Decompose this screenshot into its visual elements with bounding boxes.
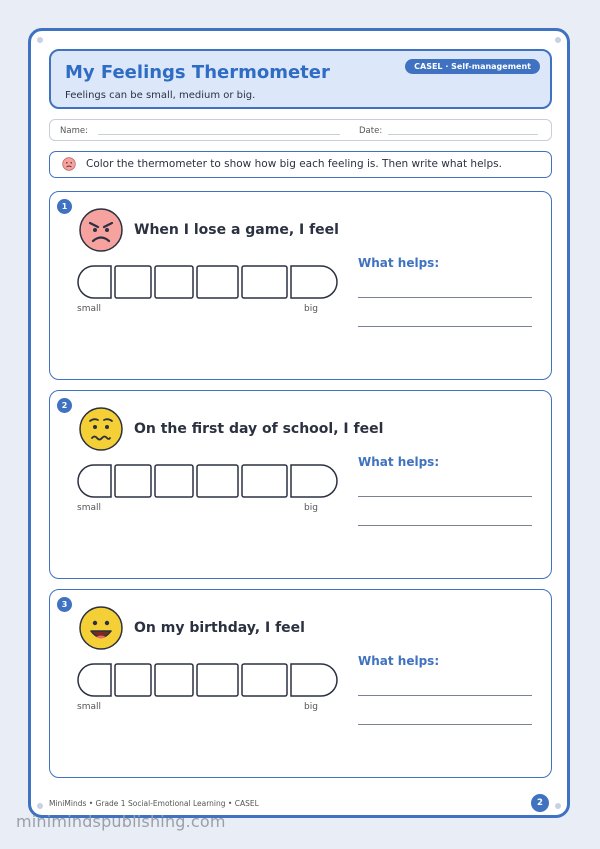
card-number: 1 bbox=[57, 199, 72, 214]
page-number: 2 bbox=[531, 794, 549, 812]
feeling-prompt: On my birthday, I feel bbox=[134, 620, 305, 636]
feeling-card-3 bbox=[49, 589, 552, 778]
what-helps-label: What helps: bbox=[358, 654, 440, 668]
write-line[interactable] bbox=[358, 297, 532, 298]
name-date-bar bbox=[49, 119, 552, 141]
name-label: Name: bbox=[60, 126, 88, 136]
card-number: 2 bbox=[57, 398, 72, 413]
scale-low-label: small bbox=[77, 702, 101, 712]
angry-face-icon bbox=[79, 208, 123, 252]
scale-low-label: small bbox=[77, 503, 101, 513]
write-line[interactable] bbox=[358, 326, 532, 327]
corner-dot bbox=[555, 803, 561, 809]
watermark: minimindspublishing.com bbox=[16, 812, 226, 831]
casel-badge: CASEL · Self-management bbox=[405, 59, 540, 74]
footer-text: MiniMinds • Grade 1 Social-Emotional Learning • CASEL bbox=[49, 799, 259, 808]
scale-high-label: big bbox=[304, 702, 318, 712]
name-field[interactable] bbox=[98, 134, 340, 135]
feeling-card-1 bbox=[49, 191, 552, 380]
feelings-thermometer[interactable] bbox=[77, 463, 339, 499]
write-line[interactable] bbox=[358, 724, 532, 725]
sad-face-icon bbox=[62, 157, 76, 171]
feelings-thermometer[interactable] bbox=[77, 264, 339, 300]
corner-dot bbox=[37, 803, 43, 809]
what-helps-label: What helps: bbox=[358, 455, 440, 469]
happy-face-icon bbox=[79, 606, 123, 650]
date-field[interactable] bbox=[388, 134, 538, 135]
feeling-prompt: On the first day of school, I feel bbox=[134, 421, 384, 437]
worried-face-icon bbox=[79, 407, 123, 451]
write-line[interactable] bbox=[358, 525, 532, 526]
what-helps-label: What helps: bbox=[358, 256, 440, 270]
write-line[interactable] bbox=[358, 496, 532, 497]
instructions-text: Color the thermometer to show how big each feeling is. Then write what helps. bbox=[86, 158, 502, 170]
corner-dot bbox=[555, 37, 561, 43]
write-line[interactable] bbox=[358, 695, 532, 696]
page-subtitle: Feelings can be small, medium or big. bbox=[65, 90, 256, 101]
title-banner bbox=[49, 49, 552, 109]
scale-high-label: big bbox=[304, 503, 318, 513]
worksheet-page bbox=[28, 28, 570, 818]
date-label: Date: bbox=[359, 126, 383, 136]
feeling-card-2 bbox=[49, 390, 552, 579]
page-title: My Feelings Thermometer bbox=[65, 62, 330, 83]
scale-high-label: big bbox=[304, 304, 318, 314]
instructions-box bbox=[49, 151, 552, 178]
scale-low-label: small bbox=[77, 304, 101, 314]
feeling-prompt: When I lose a game, I feel bbox=[134, 222, 339, 238]
card-number: 3 bbox=[57, 597, 72, 612]
feelings-thermometer[interactable] bbox=[77, 662, 339, 698]
corner-dot bbox=[37, 37, 43, 43]
